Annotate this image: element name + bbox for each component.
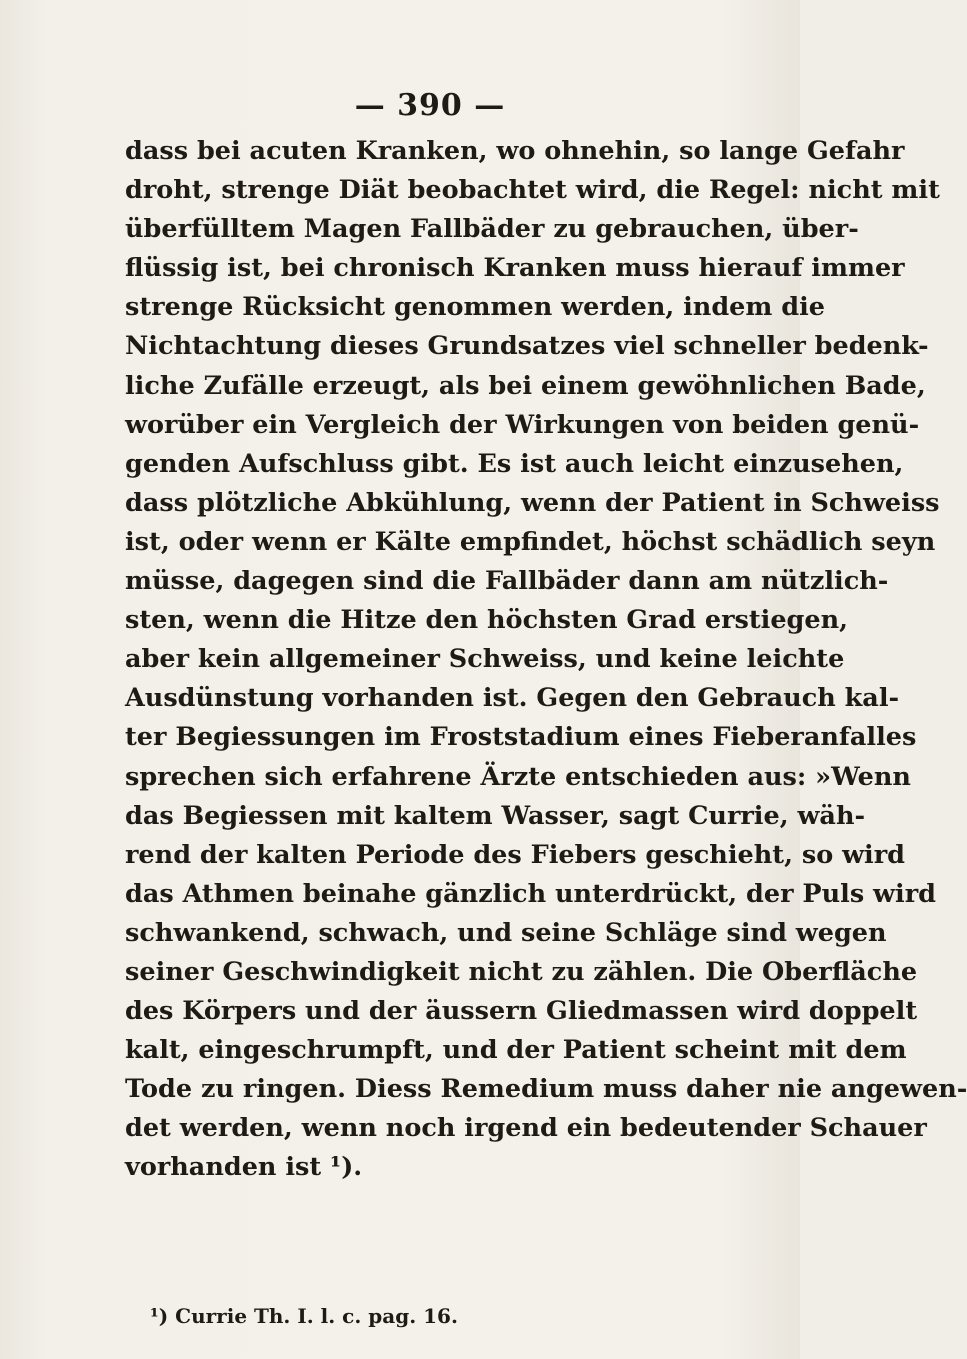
text-line: Tode zu ringen. Diess Remedium muss daher nie angewen- bbox=[125, 1074, 967, 1105]
text-line: Nichtachtung dieses Grundsatzes viel schneller bedenk- bbox=[125, 331, 929, 362]
text-line: das Begiessen mit kaltem Wasser, sagt Currie, wäh- bbox=[125, 800, 866, 831]
text-line: ist, oder wenn er Kälte empfindet, höchst schädlich seyn bbox=[125, 526, 936, 557]
text-line: ter Begiessungen im Froststadium eines Fieberanfalles bbox=[125, 722, 917, 753]
text-line: dass plötzliche Abkühlung, wenn der Patient in Schweiss bbox=[125, 487, 940, 518]
text-line: sprechen sich erfahrene Ärzte entschieden aus: »Wenn bbox=[125, 761, 911, 792]
text-line: sten, wenn die Hitze den höchsten Grad erstiegen, bbox=[125, 605, 849, 636]
text-line: dass bei acuten Kranken, wo ohnehin, so lange Gefahr bbox=[125, 136, 905, 166]
text-line: flüssig ist, bei chronisch Kranken muss hierauf immer bbox=[125, 253, 905, 284]
text-line: des Körpers und der äussern Gliedmassen wird doppelt bbox=[125, 996, 918, 1027]
text-line: liche Zufälle erzeugt, als bei einem gewöhnlichen Bade, bbox=[125, 370, 926, 401]
text-line: rend der kalten Periode des Fiebers geschieht, so wird bbox=[125, 839, 905, 870]
text-line: müsse, dagegen sind die Fallbäder dann am nützlich- bbox=[125, 566, 889, 597]
text-line: seiner Geschwindigkeit nicht zu zählen. Die Oberfläche bbox=[125, 956, 918, 987]
text-line: kalt, eingeschrumpft, und der Patient scheint mit dem bbox=[125, 1035, 907, 1066]
text-line: überfülltem Magen Fallbäder zu gebrauchen, über- bbox=[125, 214, 859, 245]
body-text bbox=[125, 132, 967, 1188]
text-line: das Athmen beinahe gänzlich unterdrückt, der Puls wird bbox=[125, 878, 936, 909]
text-line: schwankend, schwach, und seine Schläge sind wegen bbox=[125, 917, 887, 948]
footnote: ¹) Currie Th. I. l. c. pag. 16. bbox=[150, 1304, 458, 1328]
text-line: det werden, wenn noch irgend ein bedeutender Schauer bbox=[125, 1113, 927, 1144]
text-line: aber kein allgemeiner Schweiss, und keine leichte bbox=[125, 644, 845, 675]
page-number: — 390 — bbox=[354, 88, 506, 123]
text-line: Ausdünstung vorhanden ist. Gegen den Gebrauch kal- bbox=[125, 683, 900, 714]
text-line: droht, strenge Diät beobachtet wird, die Regel: nicht mit bbox=[125, 175, 940, 206]
text-line: worüber ein Vergleich der Wirkungen von beiden genü- bbox=[125, 409, 920, 440]
text-line-last: vorhanden ist ¹). bbox=[125, 1152, 363, 1183]
text-line: strenge Rücksicht genommen werden, indem die bbox=[125, 292, 826, 323]
text-line: genden Aufschluss gibt. Es ist auch leicht einzusehen, bbox=[125, 448, 904, 479]
